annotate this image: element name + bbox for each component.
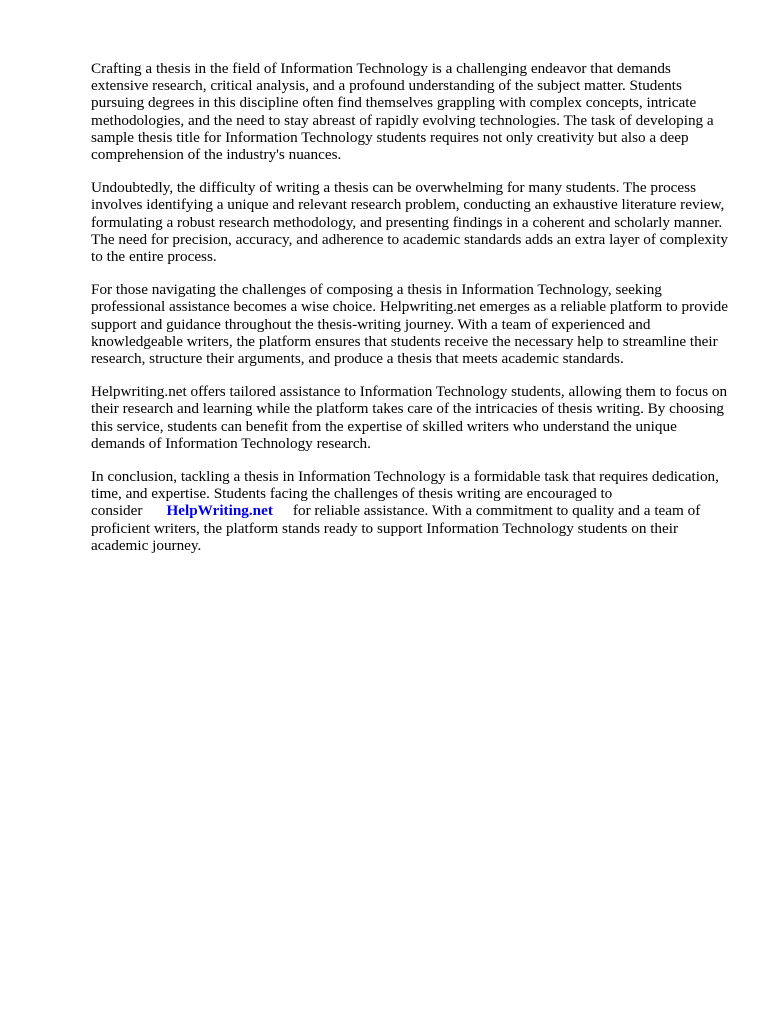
conclusion-text-before-link: In conclusion, tackling a thesis in Information Technology is a formidable task that requires dedication, time, and expertise. Students facing the challenges of thesis writing are encouraged to consider <box>91 468 719 520</box>
conclusion-text-after-link: for reliable assistance. With a commitment to quality and a team of proficient writers, the platform stands ready to support Information Technology students on their academic journey. <box>91 502 701 554</box>
paragraph-service: Helpwriting.net offers tailored assistance to Information Technology students, allowing them to focus on their research and learning while the platform takes care of the intricacies of thesis writing. By choosing this service, students can benefit from the expertise of skilled writers who understand the unique demands of Information Technology research. <box>91 383 728 452</box>
paragraph-difficulty: Undoubtedly, the difficulty of writing a thesis can be overwhelming for many students. The process involves identifying a unique and relevant research problem, conducting an exhaustive literature review, formulating a robust research methodology, and presenting findings in a coherent and scholarly manner. The need for precision, accuracy, and adherence to academic standards adds an extra layer of complexity to the entire process. <box>91 179 729 266</box>
paragraph-assistance: For those navigating the challenges of composing a thesis in Information Technology, seeking professional assistance becomes a wise choice. Helpwriting.net emerges as a reliable platform to provide support and guidance throughout the thesis-writing journey. With a team of experienced and knowledgeable writers, the platform ensures that students receive the necessary help to streamline their research, structure their arguments, and produce a thesis that meets academic standards. <box>91 281 728 368</box>
document-body <box>91 60 731 570</box>
helpwriting-link[interactable]: HelpWriting.net <box>166 502 273 520</box>
paragraph-conclusion <box>91 468 731 554</box>
paragraph-intro: Crafting a thesis in the field of Information Technology is a challenging endeavor that demands extensive research, critical analysis, and a profound understanding of the subject matter. Students pursuing degrees in this discipline often find themselves grappling with complex concepts, intricate methodologies, and the need to stay abreast of rapidly evolving technologies. The task of developing a sample thesis title for Information Technology students requires not only creativity but also a deep comprehension of the industry's nuances. <box>91 60 714 164</box>
